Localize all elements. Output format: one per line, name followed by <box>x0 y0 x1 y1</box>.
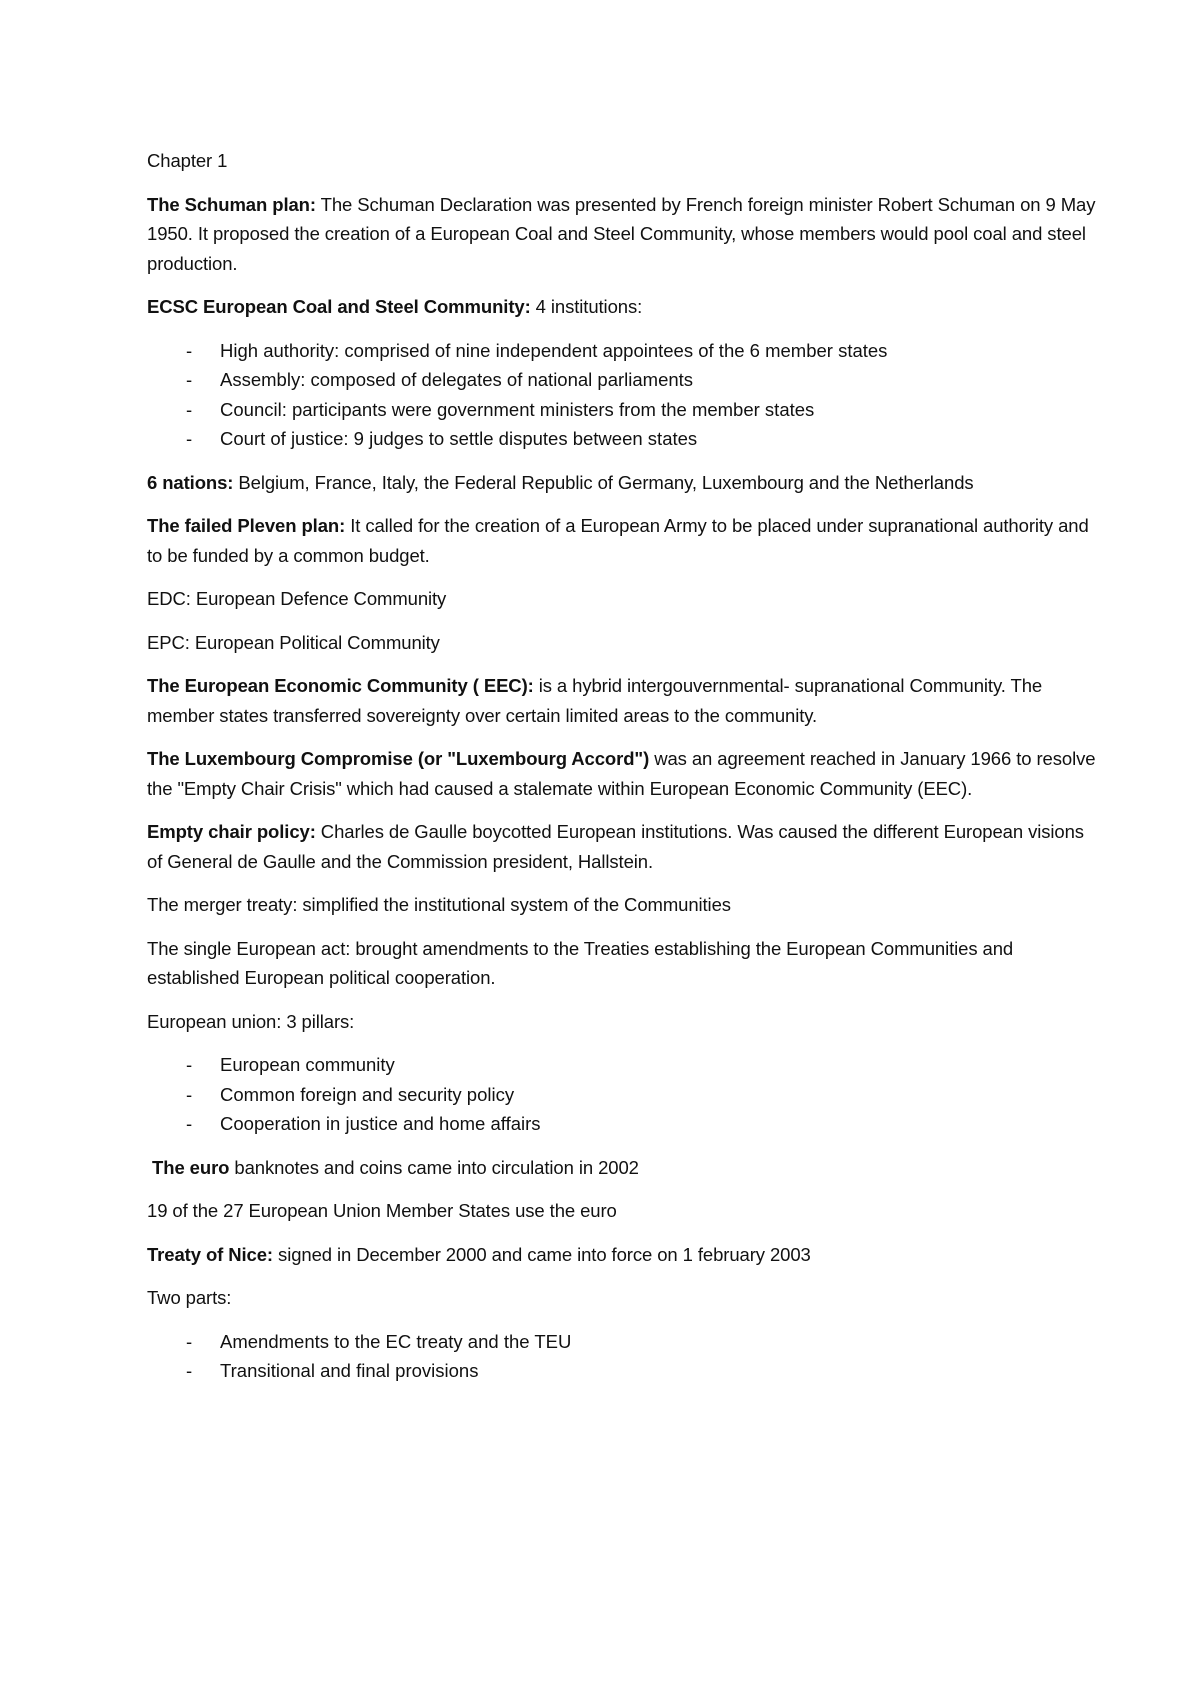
eu-pillars-list <box>147 1050 1100 1139</box>
nice-text: signed in December 2000 and came into force on 1 february 2003 <box>273 1243 811 1265</box>
dash-bullet: - <box>186 1054 193 1075</box>
dash-bullet: - <box>186 339 193 361</box>
chapter-heading: Chapter 1 <box>147 150 228 171</box>
two-parts-list <box>147 1327 1100 1386</box>
pleven-term: The failed Pleven plan: <box>147 515 346 536</box>
dash-bullet: - <box>186 369 193 390</box>
ecsc-paragraph <box>147 292 1100 322</box>
ecsc-institutions-list <box>147 336 1100 454</box>
euro-term: The euro <box>152 1156 230 1178</box>
ecsc-term: ECSC European Coal and Steel Community: <box>147 296 531 317</box>
merger-paragraph: The merger treaty: simplified the institutional system of the Communities <box>147 894 731 915</box>
dash-bullet: - <box>186 1330 193 1352</box>
schuman-term: The Schuman plan: <box>147 193 316 215</box>
list-item: - Court of justice: 9 judges to settle disputes between states <box>147 424 1100 454</box>
nice-paragraph <box>147 1240 1100 1270</box>
list-item: - Transitional and final provisions <box>147 1356 1100 1386</box>
edc-paragraph: EDC: European Defence Community <box>147 588 447 609</box>
eec-term: The European Economic Community ( EEC): <box>147 675 534 696</box>
pleven-paragraph <box>147 511 1100 570</box>
single-act-paragraph: The single European act: brought amendments to the Treaties establishing the European Communities and established European political cooperation. <box>147 937 1014 988</box>
dash-bullet: - <box>186 1083 193 1105</box>
dash-bullet: - <box>186 1360 193 1381</box>
list-item: - Council: participants were government ministers from the member states <box>147 395 1100 425</box>
dash-bullet: - <box>186 1113 193 1134</box>
ecsc-text: 4 institutions: <box>530 296 643 317</box>
eec-text: is a hybrid intergouvernmental- supranational Community. The member states transferred sovereignty over certain limited areas to the community. <box>147 675 1043 726</box>
list-item: - Assembly: composed of delegates of national parliaments <box>147 365 1100 395</box>
empty-chair-term: Empty chair policy: <box>147 821 316 842</box>
nations-term: 6 nations: <box>147 471 234 493</box>
eec-paragraph <box>147 671 1100 730</box>
nice-term: Treaty of Nice: <box>147 1243 273 1265</box>
empty-chair-text: Charles de Gaulle boycotted European institutions. Was caused the different European visions of General de Gaulle and the Commission president, Hallstein. <box>147 821 1084 872</box>
two-parts-heading: Two parts: <box>147 1287 232 1308</box>
list-item: - Cooperation in justice and home affairs <box>147 1109 1100 1139</box>
schuman-text: The Schuman Declaration was presented by French foreign minister Robert Schuman on 9 May 1950. It proposed the creation of a European Coal and Steel Community, whose members would pool coal and steel production. <box>147 193 1096 274</box>
list-item: - European community <box>147 1050 1100 1080</box>
luxembourg-term: The Luxembourg Compromise (or "Luxembourg Accord") <box>147 748 650 769</box>
empty-chair-paragraph <box>147 817 1100 876</box>
pleven-text: It called for the creation of a European Army to be placed under supranational authority and to be funded by a common budget. <box>147 515 1089 566</box>
list-item: - Amendments to the EC treaty and the TEU <box>147 1327 1100 1357</box>
nations-paragraph <box>147 468 1100 498</box>
dash-bullet: - <box>186 398 193 420</box>
epc-paragraph: EPC: European Political Community <box>147 631 440 653</box>
list-item: - High authority: comprised of nine independent appointees of the 6 member states <box>147 336 1100 366</box>
nations-text: Belgium, France, Italy, the Federal Republic of Germany, Luxembourg and the Netherlands <box>233 471 974 493</box>
eu-pillars-heading: European union: 3 pillars: <box>147 1010 355 1032</box>
luxembourg-text: was an agreement reached in January 1966 to resolve the "Empty Chair Crisis" which had caused a stalemate within European Economic Community (EEC). <box>147 748 1096 799</box>
luxembourg-paragraph <box>147 744 1100 803</box>
schuman-paragraph <box>147 190 1100 279</box>
euro-members-paragraph: 19 of the 27 European Union Member States use the euro <box>147 1200 617 1221</box>
euro-paragraph <box>147 1153 1100 1183</box>
dash-bullet: - <box>186 428 193 449</box>
list-item: - Common foreign and security policy <box>147 1080 1100 1110</box>
euro-text: banknotes and coins came into circulation in 2002 <box>229 1156 639 1178</box>
